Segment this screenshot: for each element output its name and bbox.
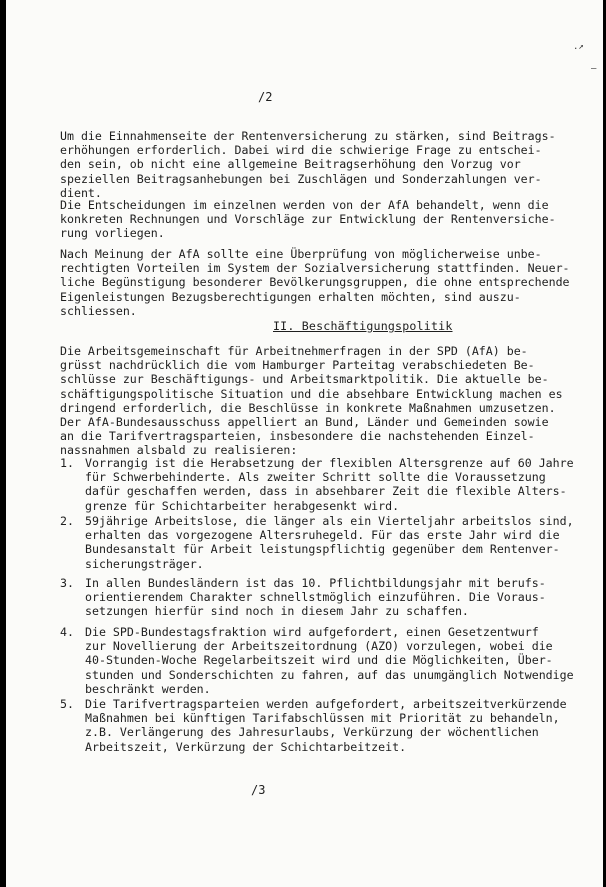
page-number-top: /2 — [258, 90, 273, 104]
list-item-line: dafür geschaffen werden, dass in absehbarer Zeit die flexible Alters- — [85, 484, 567, 499]
intro-line: grüsst nachdrücklich die vom Hamburger Parteitag verabschiedeten Be- — [60, 358, 535, 373]
page-number-bottom: /3 — [251, 783, 266, 797]
paragraph-1-line: dient. — [60, 185, 102, 200]
list-item-line: Arbeitszeit, Verkürzung der Schichtarbeitzeit. — [85, 739, 407, 754]
list-item-line: 40-Stunden-Woche Regelarbeitszeit wird und die Möglichkeiten, Über- — [85, 653, 553, 668]
list-item-number: 4. — [60, 625, 74, 639]
intro-line: Die Arbeitsgemeinschaft für Arbeitnehmerfragen in der SPD (AfA) be- — [60, 344, 528, 358]
paragraph-1-line: speziellen Beitragsanhebungen bei Zuschlägen und Sonderzahlungen ver- — [60, 171, 542, 186]
paragraph-3-line: Eigenleistungen Bezugsberechtigungen erhalten möchten, sind auszu- — [60, 289, 521, 304]
list-item — [60, 697, 592, 754]
paragraph-1-line: erhöhungen erforderlich. Dabei wird die schwierige Frage zu entschei- — [60, 143, 542, 158]
list-item-line: 59jährige Arbeitslose, die länger als ein Vierteljahr arbeitslos sind, — [85, 514, 574, 528]
paragraph-3-line: liche Begünstigung besonderer Bevölkerungsgruppen, die ohne entsprechende — [60, 275, 570, 290]
paragraph-2-line: konkreten Rechnungen und Vorschläge zur Entwicklung der Rentenversiche- — [60, 212, 556, 227]
list-item-number: 1. — [60, 456, 74, 470]
paragraph-1-line: den sein, ob nicht eine allgemeine Beitragserhöhung den Vorzug vor — [60, 157, 521, 172]
list-item-line: Die SPD-Bundestagsfraktion wird aufgefordert, einen Gesetzentwurf — [85, 625, 539, 639]
intro-line: schäftigungspolitische Situation und die absehbare Entwicklung machen es — [60, 386, 563, 401]
paragraph-2-line: rung vorliegen. — [60, 226, 165, 241]
intro-line: an die Tarifvertragsparteien, insbesondere die nachstehenden Einzel- — [60, 429, 535, 444]
intro-line: nassnahmen alsbald zu realisieren: — [60, 443, 298, 458]
list-item-line: erhalten das vorgezogene Altersruhegeld. Für das erste Jahr wird die — [85, 528, 560, 543]
list-item-line: grenze für Schichtarbeiter herabgesenkt wird. — [85, 498, 400, 513]
list-item-line: Vorrangig ist die Herabsetzung der flexiblen Altersgrenze auf 60 Jahre — [85, 456, 574, 470]
list-item-line: In allen Bundesländern ist das 10. Pflichtbildungsjahr mit berufs- — [85, 576, 546, 590]
list-item-line: Bundesanstalt für Arbeit leistungspflichtig gegenüber dem Rentenver- — [85, 542, 560, 557]
paragraph-1 — [60, 129, 580, 200]
intro-line: schlüsse zur Beschäftigungs- und Arbeitsmarktpolitik. Die aktuelle be- — [60, 372, 549, 387]
list-item-line: beschränkt werden. — [85, 681, 211, 696]
paragraph-3-line: schliessen. — [60, 303, 137, 318]
list-item-line: z.B. Verlängerung des Jahresurlaubs, Verkürzung der wöchentlichen — [85, 725, 539, 740]
intro-line: dringend erforderlich, die Beschlüsse in konkrete Maßnahmen umzusetzen. — [60, 400, 556, 415]
list-item — [60, 456, 592, 513]
list-item-line: orientierendem Charakter schnellstmöglich einzuführen. Die Voraus- — [85, 590, 546, 605]
section-heading: II. Beschäftigungspolitik — [273, 319, 453, 333]
paragraph-3-line: rechtigten Vorteilen im System der Sozialversicherung stattfinden. Neuer- — [60, 261, 570, 276]
intro-line: Der AfA-Bundesausschuss appelliert an Bund, Länder und Gemeinden sowie — [60, 415, 549, 430]
list-item-line: stunden und Sonderschichten zu fahren, auf das unumgänglich Notwendige — [85, 667, 574, 682]
paragraph-3-line: Nach Meinung der AfA sollte eine Überprüfung von möglicherweise unbe- — [60, 247, 542, 261]
list-item-line: sicherungsträger. — [85, 556, 204, 571]
list-item-number: 2. — [60, 514, 74, 528]
list-item — [60, 576, 592, 619]
paragraph-1-line: Um die Einnahmenseite der Rentenversicherung zu stärken, sind Beitrags- — [60, 129, 556, 143]
intro-paragraph — [60, 344, 580, 458]
list-item-number: 5. — [60, 697, 74, 711]
list-item — [60, 625, 592, 696]
list-item-line: setzungen hierfür sind noch in diesem Jahr zu schaffen. — [85, 604, 469, 619]
list-item-line: für Schwerbehinderte. Als zweiter Schritt sollte die Voraussetzung — [85, 470, 546, 485]
list-item-line: zur Novellierung der Arbeitszeitordnung (AZO) vorzulegen, wobei die — [85, 639, 553, 654]
list-item-line: Maßnahmen bei künftigen Tarifabschlüssen mit Priorität zu behandeln, — [85, 711, 560, 726]
list-item-line: Die Tarifvertragsparteien werden aufgefordert, arbeitszeitverkürzende — [85, 697, 567, 711]
paragraph-2 — [60, 198, 580, 241]
list-item-number: 3. — [60, 576, 74, 590]
list-item — [60, 514, 592, 571]
paragraph-3 — [60, 247, 580, 318]
paragraph-2-line: Die Entscheidungen im einzelnen werden von der AfA behandelt, wenn die — [60, 198, 549, 212]
document-page: .↗ ‒ /2 Um die Einnahmenseite der Rentenversicherung zu stärken, sind Beitrags- erhöhungen erforderlich. Dabei wird die schwierige Frage zu entschei- den sein, ob nicht eine allgemeine Beitragserhöhung den Vorzug vor speziellen Beitragsanhebungen bei Zuschlägen und Sonderzahlungen ver- dient. Die Entscheidungen im einzelnen werden von der AfA behandelt, wenn die konkreten Rechnungen und Vorschläge zur Entwicklung der Rentenversiche- rung vorliegen. Nach Meinung der AfA sollte eine Überprüfung von möglicherweise unbe- rechtigten Vorteilen im System der Sozialversicherung stattfinden. Neuer- liche Begünstigung besonderer Bevölkerungsgruppen, die ohne entsprechende Eigenleistungen Bezugsberechtigungen erhalten möchten, sind auszu- schliessen. II. Beschäftigungspolitik Die Arbeitsgemeinschaft für Arbeitnehmerfragen in der SPD (AfA) be- grüsst nachdrücklich die vom Hamburger Parteitag verabschiedeten Be- schlüsse zur Beschäftigungs- und Arbeitsmarktpolitik. Die aktuelle be- schäftigungspolitische Situation und die absehbare Entwicklung machen es dringend erforderlich, die Beschlüsse in konkrete Maßnahmen umzusetzen. Der AfA-Bundesausschuss appelliert an Bund, Länder und Gemeinden sowie an die Tarifvertragsparteien, insbesondere die nachstehenden Einzel- nassnahmen alsbald zu realisieren: 1. Vorrangig ist die Herabsetzung der flexiblen Altersgrenze auf 60 Jahre für Schwerbehinderte. Als zweiter Schritt sollte die Voraussetzung dafür geschaffen werden, dass in absehbarer Zeit die flexible Alters- grenze für Schichtarbeiter herabgesenkt wird. 2. 59jährige Arbeitslose, die länger als ein Vierteljahr arbeitslos sind, erhalten das vorgezogene Altersruhegeld. Für das erste Jahr wird die Bundesanstalt für Arbeit leistungspflichtig gegenüber dem Rentenver- sicherungsträger. 3. In allen Bundesländern ist das 10. Pflichtbildungsjahr mit berufs- orientierendem Charakter schnellstmöglich einzuführen. Die Voraus- setzungen hierfür sind noch in diesem Jahr zu schaffen. 4. Die SPD-Bundestagsfraktion wird aufgefordert, einen Gesetzentwurf zur Novellierung der Arbeitszeitordnung (AZO) vorzulegen, wobei die 40-Stunden-Woche Regelarbeitszeit wird und die Möglichkeiten, Über- stunden und Sonderschichten zu fahren, auf das unumgänglich Notwendige beschränkt werden. 5. Die Tarifvertragsparteien werden aufgefordert, arbeitszeitverkürzende Maßnahmen bei künftigen Tarifabschlüssen mit Priorität zu behandeln, z.B. Verlängerung des Jahresurlaubs, Verkürzung der wöchentlichen Arbeitszeit, Verkürzung der Schichtarbeitzeit. /3 — [6, 0, 603, 887]
